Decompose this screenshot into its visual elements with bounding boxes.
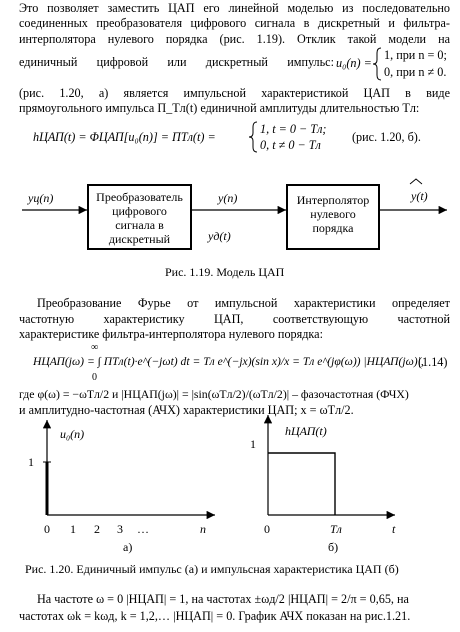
- word: или: [167, 55, 187, 69]
- u0-equation: u₀(n) =: [336, 56, 372, 70]
- para2-line3: характеристике фильтра-интерполятора нулевого порядка:: [19, 327, 323, 341]
- a-tick-1: 1: [70, 522, 76, 536]
- block1-line: цифрового: [112, 204, 167, 218]
- word: импульс:: [287, 55, 334, 69]
- word: единичный: [19, 55, 78, 69]
- para2-line2: частотную характеристику ЦАП, соответствующую частотной: [19, 312, 450, 326]
- b-y-label: hЦАП(t): [285, 424, 327, 438]
- figure-1-20-caption: Рис. 1.20. Единичный импульс (а) и импульсная характеристика ЦАП (б): [25, 562, 399, 576]
- word: дискретный: [205, 55, 268, 69]
- equation-1-14: HЦАП(jω) = ∫ ΠTл(t)·e^(−jωt) dt = Tл e^(−jx)(sin x)/x = Tл e^(jφ(ω)) |HЦАП(jω)|,: [33, 355, 424, 368]
- block1-line: сигнала в: [115, 218, 164, 232]
- para1-line5: (рис. 1.20, а) является импульсной характеристикой ЦАП в виде: [19, 86, 450, 100]
- para1-line6: прямоугольного импульса Π_Tл(t) единичной амплитуды длительностью Tл:: [19, 101, 420, 115]
- para3-line1: где φ(ω) = −ωTл/2 и |HЦАП(jω)| = |sin(ωTл/2)/(ωTл/2)| – фазочастотная (ФЧХ): [19, 387, 409, 401]
- a-sublabel: а): [123, 540, 133, 554]
- para4-line1: На частоте ω = 0 |HЦАП| = 1, на частотах ±ωд/2 |HЦАП| = 2/π = 0,65, на: [37, 592, 409, 606]
- block1-line: дискретный: [108, 232, 171, 246]
- block1-line: Преобразователь: [96, 190, 183, 204]
- a-y-label: u₀(n): [60, 427, 85, 441]
- b-pulse: [268, 453, 335, 515]
- output-label: y(t): [411, 189, 428, 203]
- para2-line1: Преобразование Фурье от импульсной характеристики определяет: [37, 296, 450, 310]
- a-tick-2: 2: [94, 522, 100, 536]
- word: цифровой: [96, 55, 149, 69]
- mid-top-label: y(n): [218, 191, 238, 205]
- b-tick-t: t: [392, 522, 396, 536]
- para1-line2: соединенных преобразователя цифрового сигнала в дискретный и фильтра-: [19, 16, 450, 30]
- b-tick-T: Tл: [330, 522, 342, 536]
- para3-line2: и амплитудно-частотная (АЧХ) характеристики ЦАП; x = ωTл/2.: [19, 403, 354, 417]
- eq1-ref: (рис. 1.20, б).: [352, 130, 421, 144]
- b-one-label: 1: [250, 437, 256, 451]
- a-one-label: 1: [28, 455, 34, 469]
- block2-line: Интерполятор: [296, 193, 370, 207]
- eq1-lhs: hЦАП(t) = ΦЦАП[u₀(n)] = ΠTл(t) =: [33, 130, 216, 144]
- para1-line1: Это позволяет заместить ЦАП его линейной моделью из последовательно: [19, 1, 450, 15]
- case2: 0, при n ≠ 0.: [384, 65, 447, 79]
- eq1-case2: 0, t ≠ 0 − Tл: [260, 138, 321, 152]
- block2-line: порядка: [312, 221, 354, 235]
- mid-bottom-label: yд(t): [208, 229, 231, 243]
- para4-line2: частотах ωk = kωд, k = 1,2,… |HЦАП| = 0. График АЧХ показан на рис.1.21.: [19, 609, 411, 623]
- eq1-case1: 1, t = 0 − Tл;: [260, 122, 327, 136]
- b-tick-0: 0: [264, 522, 270, 536]
- a-tick-n: n: [200, 522, 206, 536]
- a-tick-ellipsis: …: [137, 522, 149, 536]
- para1-line3: интерполятора нулевого порядка (рис. 1.19). Отклик такой модели на: [19, 32, 450, 46]
- a-tick-0: 0: [44, 522, 50, 536]
- equation-number: (1.14): [418, 355, 448, 369]
- case1: 1, при n = 0;: [384, 48, 447, 62]
- b-sublabel: б): [328, 540, 339, 554]
- input-label: yц(n): [28, 191, 54, 205]
- figure-1-19-caption: Рис. 1.19. Модель ЦАП: [165, 265, 285, 279]
- integral-lower: 0: [92, 372, 97, 383]
- block2-line: нулевого: [310, 207, 356, 221]
- integral-upper: ∞: [91, 342, 99, 353]
- a-tick-3: 3: [117, 522, 123, 536]
